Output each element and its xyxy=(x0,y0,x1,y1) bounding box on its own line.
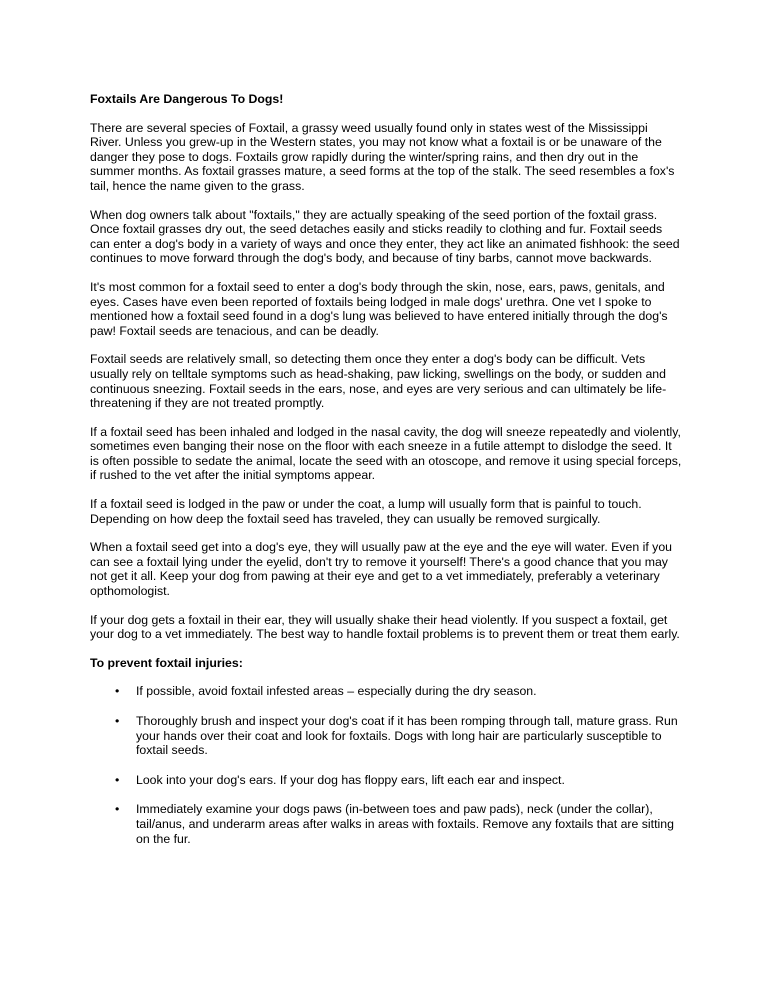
bullet-icon: • xyxy=(115,772,120,787)
bullet-icon: • xyxy=(115,802,120,817)
paragraph-entry-points: It's most common for a foxtail seed to enter a dog's body through the skin, nose, ears, paws, genitals, and eyes. Cases have even been reported of foxtails being lodged in male dogs' urethra. One vet I spoke to mentioned how a foxtail seed found in a dog's lung was believed to have entered initially through the dog's paw! Foxtail seeds are tenacious, and can be deadly. xyxy=(90,279,668,338)
page-title: Foxtails Are Dangerous To Dogs! xyxy=(90,92,284,106)
paragraph-eye: When a foxtail seed get into a dog's eye, they will usually paw at the eye and the eye will water. Even if you can see a foxtail lying under the eyelid, don't try to remove it yourself! There's a good chance that you may not get it all. Keep your dog from pawing at their eye and get to a vet immediately, preferably a veterinary opthomologist. xyxy=(90,540,673,599)
prevention-list xyxy=(90,684,682,846)
list-item xyxy=(90,773,682,788)
list-item xyxy=(90,802,682,846)
list-item-text: Thoroughly brush and inspect your dog's coat if it has been romping through tall, mature grass. Run your hands over their coat and look for foxtails. Dogs with long hair are particularly susceptible to foxtail seeds. xyxy=(136,714,678,758)
list-item-text: Immediately examine your dogs paws (in-between toes and paw pads), neck (under the collar), tail/anus, and underarm areas after walks in areas with foxtails. Remove any foxtails that are sitting on the fur. xyxy=(136,802,674,846)
paragraph-symptoms: Foxtail seeds are relatively small, so detecting them once they enter a dog's body can be difficult. Vets usually rely on telltale symptoms such as head-shaking, paw licking, swellings on the body, or sudden and continuous sneezing. Foxtail seeds in the ears, nose, and eyes are very serious and can ultimately be life-threatening if they are not treated promptly. xyxy=(90,352,667,411)
paragraph-ear: If your dog gets a foxtail in their ear, they will usually shake their head violently. If you suspect a foxtail, get your dog to a vet immediately. The best way to handle foxtail problems is to prevent them or treat them early. xyxy=(90,612,680,642)
list-item xyxy=(90,714,682,758)
document-page xyxy=(90,92,682,861)
list-item xyxy=(90,684,682,699)
paragraph-intro: There are several species of Foxtail, a grassy weed usually found only in states west of the Mississippi River. Unless you grew-up in the Western states, you may not know what a foxtail is or be unaware of the danger they pose to dogs. Foxtails grow rapidly during the winter/spring rains, and then dry out in the summer months. As foxtail grasses mature, a seed forms at the top of the stalk. The seed resembles a fox's tail, hence the name given to the grass. xyxy=(90,120,675,193)
section-subheading: To prevent foxtail injuries: xyxy=(90,655,243,670)
list-item-text: If possible, avoid foxtail infested areas – especially during the dry season. xyxy=(136,684,537,699)
paragraph-seed-portion: When dog owners talk about "foxtails," they are actually speaking of the seed portion of the foxtail grass. Once foxtail grasses dry out, the seed detaches easily and sticks readily to clothing and fur. Foxtail seeds can enter a dog's body in a variety of ways and once they enter, they act like an animated fishhook: the seed continues to move forward through the dog's body, and because of tiny barbs, cannot move backwards. xyxy=(90,207,680,266)
list-item-text: Look into your dog's ears. If your dog has floppy ears, lift each ear and inspect. xyxy=(136,772,565,787)
paragraph-paw: If a foxtail seed is lodged in the paw or under the coat, a lump will usually form that is painful to touch. Depending on how deep the foxtail seed has traveled, they can usually be removed surgically. xyxy=(90,497,642,526)
bullet-icon: • xyxy=(115,684,120,699)
bullet-icon: • xyxy=(115,714,120,728)
paragraph-nasal: If a foxtail seed has been inhaled and lodged in the nasal cavity, the dog will sneeze repeatedly and violently, sometimes even banging their nose on the floor with each sneeze in a futile attempt to dislodge the seed. It is often possible to sedate the animal, locate the seed with an otoscope, and remove it using special forceps, if rushed to the vet after the initial symptoms appear. xyxy=(90,424,682,483)
